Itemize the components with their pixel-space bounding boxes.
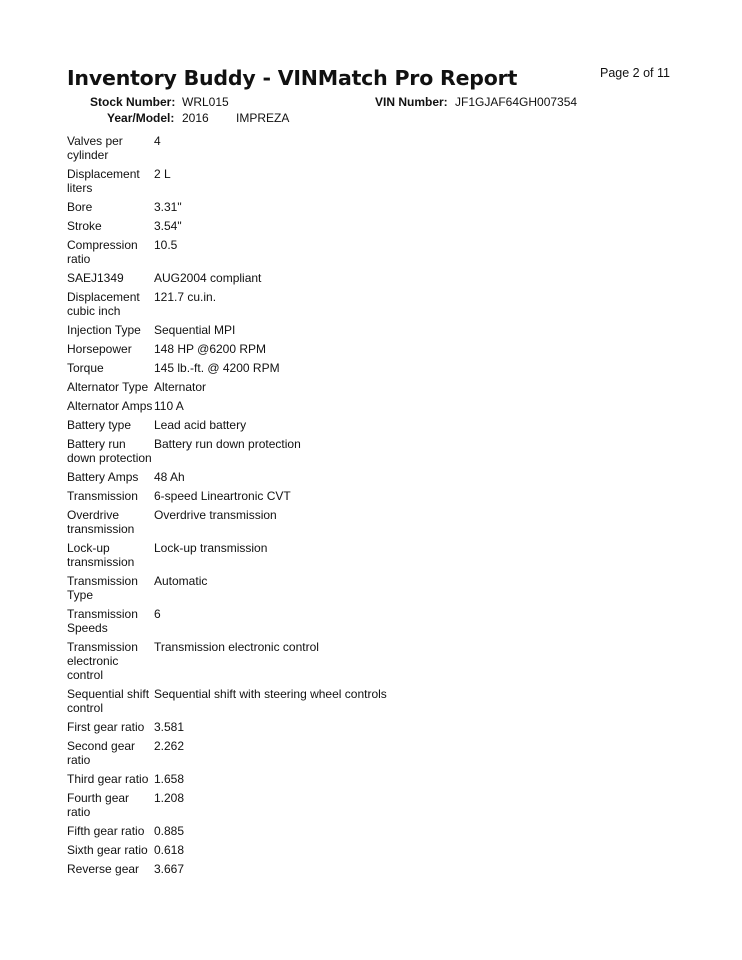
spec-row (67, 437, 467, 465)
spec-label: Horsepower (67, 342, 132, 356)
spec-row (67, 791, 467, 819)
spec-value: 110 A (154, 399, 184, 413)
spec-value: 0.885 (154, 824, 185, 838)
spec-label: Transmission Speeds (67, 607, 138, 635)
spec-label: Displacement liters (67, 167, 140, 195)
spec-row (67, 574, 467, 602)
spec-value: Alternator (154, 380, 207, 394)
spec-label: Reverse gear (67, 862, 140, 876)
spec-label: Displacement cubic inch (67, 290, 140, 318)
spec-value: 145 lb.-ft. @ 4200 RPM (154, 361, 280, 375)
spec-label: First gear ratio (67, 720, 145, 734)
spec-row (67, 219, 467, 233)
spec-value: Sequential MPI (154, 323, 236, 337)
spec-value: 148 HP @6200 RPM (154, 342, 267, 356)
spec-row (67, 843, 467, 857)
spec-label: Transmission electronic control (67, 640, 138, 682)
spec-label: Transmission (67, 489, 138, 503)
spec-row (67, 607, 467, 635)
spec-value: Battery run down protection (154, 437, 301, 451)
spec-label: Injection Type (67, 323, 141, 337)
spec-value: AUG2004 compliant (154, 271, 262, 285)
spec-row (67, 541, 467, 569)
spec-value: 2 L (154, 167, 171, 181)
spec-value: 3.581 (154, 720, 185, 734)
spec-value: 10.5 (154, 238, 178, 252)
spec-value: 3.667 (154, 862, 185, 876)
spec-label: Lock-up transmission (67, 541, 135, 569)
spec-value: Transmission electronic control (154, 640, 319, 654)
spec-row (67, 323, 467, 337)
spec-label: Transmission Type (67, 574, 138, 602)
spec-row (67, 687, 467, 715)
spec-row (67, 167, 467, 195)
spec-row (67, 508, 467, 536)
spec-row (67, 772, 467, 786)
spec-row (67, 361, 467, 375)
spec-row (67, 824, 467, 838)
spec-value: Lead acid battery (154, 418, 247, 432)
spec-value: Automatic (154, 574, 208, 588)
stock-number-value: WRL015 (182, 95, 229, 109)
spec-label: Torque (67, 361, 104, 375)
spec-value: 0.618 (154, 843, 185, 857)
spec-label: SAEJ1349 (67, 271, 124, 285)
spec-row (67, 739, 467, 767)
spec-label: Third gear ratio (67, 772, 149, 786)
spec-row (67, 271, 467, 285)
spec-value: 3.31" (154, 200, 182, 214)
spec-label: Valves per cylinder (67, 134, 123, 162)
spec-label: Sixth gear ratio (67, 843, 148, 857)
stock-number-label: Stock Number: (90, 95, 176, 109)
vin-number-value: JF1GJAF64GH007354 (455, 95, 578, 109)
vin-number-label: VIN Number: (375, 95, 448, 109)
spec-value: 48 Ah (154, 470, 185, 484)
spec-label: Fourth gear ratio (67, 791, 130, 819)
spec-label: Compression ratio (67, 238, 138, 266)
spec-value: 1.658 (154, 772, 185, 786)
spec-value: 4 (154, 134, 161, 148)
spec-label: Fifth gear ratio (67, 824, 145, 838)
report-title: Inventory Buddy - VINMatch Pro Report (67, 66, 518, 90)
spec-label: Overdrive transmission (67, 508, 135, 536)
spec-label: Stroke (67, 219, 102, 233)
spec-label: Bore (67, 200, 93, 214)
spec-label: Battery type (67, 418, 132, 432)
spec-label: Sequential shift control (67, 687, 150, 715)
spec-list (67, 134, 467, 881)
spec-row (67, 399, 467, 413)
spec-row (67, 470, 467, 484)
spec-label: Battery Amps (67, 470, 139, 484)
spec-value: 2.262 (154, 739, 185, 753)
spec-row (67, 238, 467, 266)
spec-row (67, 640, 467, 682)
spec-label: Alternator Type (67, 380, 149, 394)
spec-label: Alternator Amps (67, 399, 153, 413)
year-model-label: Year/Model: (107, 111, 175, 125)
spec-row (67, 342, 467, 356)
year-value: 2016 (182, 111, 209, 125)
spec-row (67, 489, 467, 503)
spec-value: Overdrive transmission (154, 508, 277, 522)
spec-value: 6-speed Lineartronic CVT (154, 489, 291, 503)
spec-value: Sequential shift with steering wheel controls (154, 687, 387, 701)
spec-value: 121.7 cu.in. (154, 290, 217, 304)
spec-row (67, 720, 467, 734)
spec-value: 1.208 (154, 791, 185, 805)
spec-label: Battery run down protection (67, 437, 152, 465)
spec-row (67, 862, 467, 876)
spec-row (67, 418, 467, 432)
spec-row (67, 380, 467, 394)
spec-row (67, 134, 467, 162)
spec-label: Second gear ratio (67, 739, 136, 767)
page-number: Page 2 of 11 (600, 66, 670, 80)
model-value: IMPREZA (236, 111, 290, 125)
spec-row (67, 290, 467, 318)
spec-value: 6 (154, 607, 161, 621)
spec-value: 3.54" (154, 219, 182, 233)
spec-row (67, 200, 467, 214)
spec-value: Lock-up transmission (154, 541, 268, 555)
